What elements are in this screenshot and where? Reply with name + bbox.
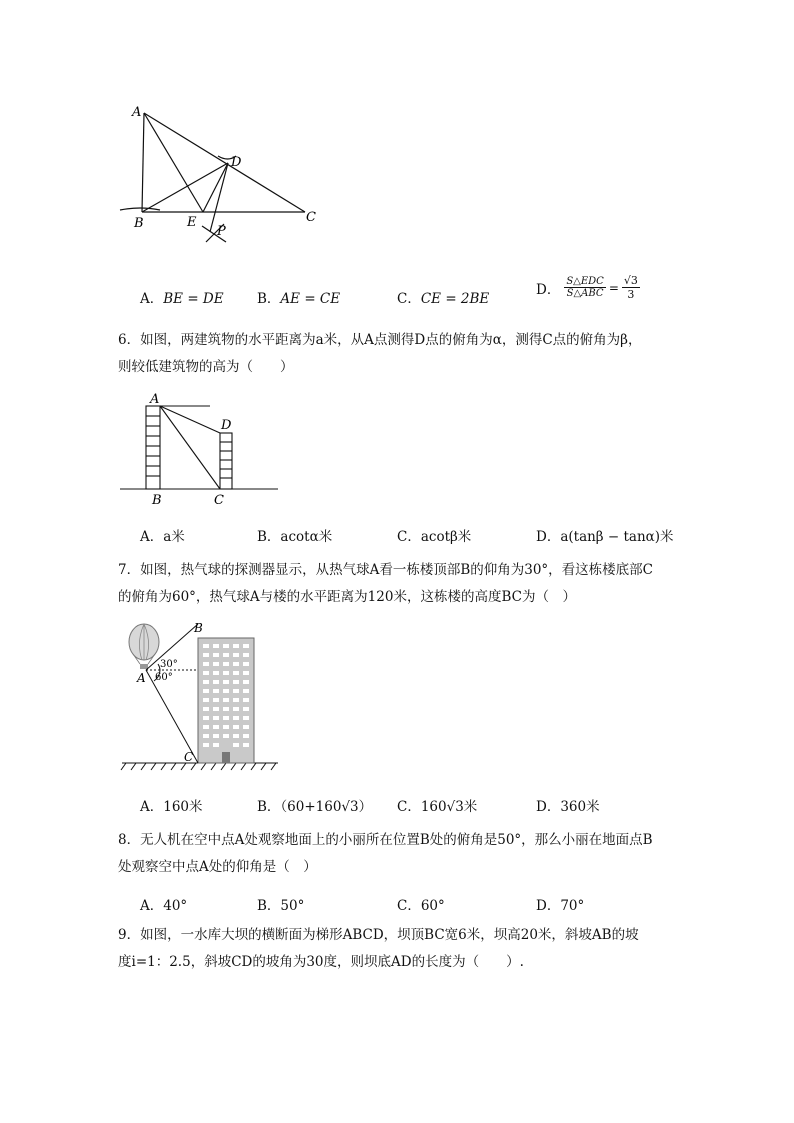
q5-figure (110, 100, 340, 250)
q5-option-d[interactable]: D． S△EDC S△ABC = $\frac{√3}{3}$ (536, 274, 638, 301)
q7-angle-30: 30° (160, 659, 178, 670)
q7-angle-60: 60° (155, 672, 173, 683)
q7-option-c[interactable]: C．160√3米 (397, 799, 478, 815)
q7-option-a[interactable]: A．160米 (140, 799, 203, 815)
q5-label-c: C (306, 210, 316, 225)
q5-label-b: B (134, 216, 144, 231)
q5-label-d: D (231, 155, 242, 170)
q6-option-a[interactable]: A．a米 (140, 529, 185, 545)
q7-stem: 7．如图，热气球的探测器显示，从热气球A看一栋楼顶部B的仰角为30°，看这栋楼底部C 的俯角为60°，热气球A与楼的水平距离为120米，这栋楼的高度BC为（ ） (118, 562, 654, 605)
q5-label-a: A (132, 105, 142, 120)
q5-fraction-rhs: $\frac{√3}{3}$ (623, 274, 638, 301)
q8-option-a[interactable]: A．40° (140, 898, 188, 914)
q7-label-b: B (194, 621, 203, 635)
q6-label-d: D (221, 418, 232, 433)
q7-option-d[interactable]: D．360米 (536, 799, 600, 815)
q6-option-b[interactable]: B．acotα米 (257, 529, 333, 545)
q5-option-c[interactable]: C．CE = 2BE (397, 291, 490, 307)
q6-stem: 6．如图，两建筑物的水平距离为a米，从A点测得D点的俯角为α，测得C点的俯角为β， 则较低建筑物的高为（ ） (118, 332, 642, 375)
q7-label-c: C (184, 750, 194, 764)
q7-figure (118, 620, 283, 775)
q9-stem: 9．如图，一水库大坝的横断面为梯形ABCD，坝顶BC宽6米，坝高20米，斜坡AB的坡 度i=1：2.5，斜坡CD的坡角为30度，则坝底AD的长度为（ ）. (118, 927, 639, 970)
q8-option-c[interactable]: C．60° (397, 898, 445, 914)
q6-option-d[interactable]: D．a(tanβ − tanα)米 (536, 529, 674, 545)
q6-label-b: B (152, 493, 162, 507)
q5-label-p: P (217, 224, 226, 239)
q5-label-e: E (187, 215, 197, 230)
q6-figure (118, 392, 283, 507)
q6-option-c[interactable]: C．acotβ米 (397, 529, 472, 545)
q6-label-a: A (150, 392, 160, 407)
q8-stem: 8．无人机在空中点A处观察地面上的小丽所在位置B处的俯角是50°，那么小丽在地面点B 处观察空中点A处的仰角是（ ） (118, 832, 653, 875)
q5-fraction: S△EDC S△ABC (566, 276, 604, 299)
q8-option-d[interactable]: D．70° (536, 898, 585, 914)
q6-label-c: C (214, 493, 224, 507)
q7-label-a: A (137, 671, 146, 685)
q8-option-b[interactable]: B．50° (257, 898, 305, 914)
q5-option-a[interactable]: A．BE = DE (140, 291, 224, 307)
q7-option-b[interactable]: B．（60+160√3） (257, 799, 373, 815)
q5-option-b[interactable]: B．AE = CE (257, 291, 341, 307)
